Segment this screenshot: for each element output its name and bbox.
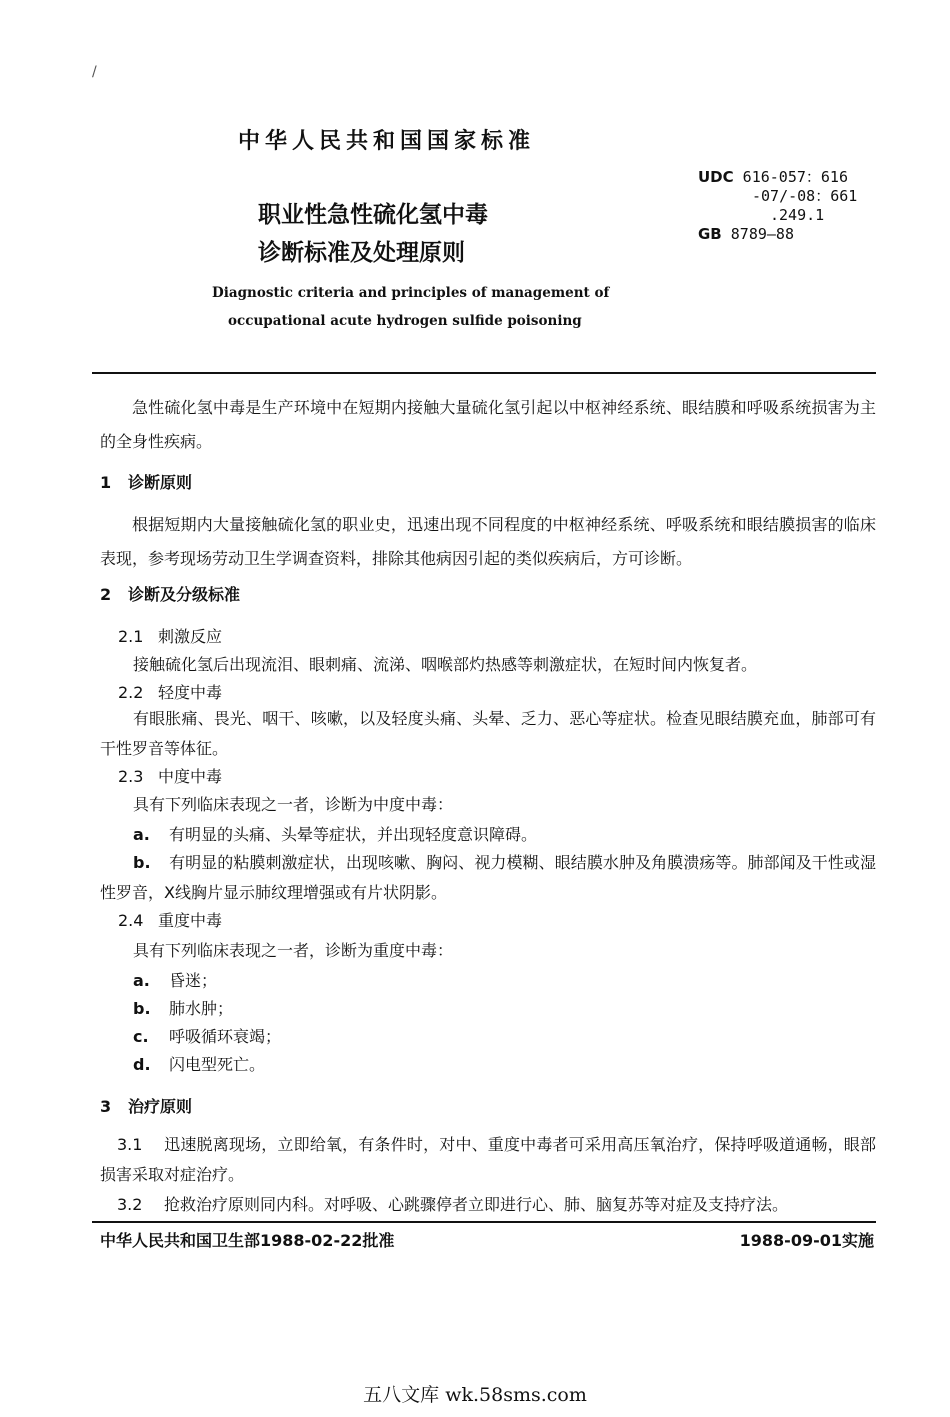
watermark-text: 五八文库 wk.58sms.com: [363, 1384, 587, 1406]
section-3-1-text: 3.1 迅速脱离现场，立即给氧，有条件时，对中、重度中毒者可采用高压氧治疗，保持呼吸道通畅，眼部损害采取对症治疗。: [100, 1135, 876, 1184]
udc-line-2: -07/-08：661: [752, 187, 858, 205]
approval-line: 中华人民共和国卫生部1988-02-22批准: [100, 1231, 395, 1250]
margin-mark: /: [92, 64, 97, 80]
udc-label: UDC: [698, 168, 734, 186]
title-en-line-1: Diagnostic criteria and principles of management of: [212, 285, 610, 301]
udc-line-3: .249.1: [770, 206, 825, 224]
section-2-3-item-a: a. 有明显的头痛、头晕等症状，并出现轻度意识障碍。: [133, 825, 538, 844]
gb-number-line: [698, 225, 857, 244]
header-rule: [92, 372, 876, 374]
footer-rule: [92, 1221, 876, 1223]
section-2-1-heading: 2.1 刺激反应: [118, 627, 223, 646]
title-zh-line-2: 诊断标准及处理原则: [258, 240, 465, 266]
title-en-line-2: occupational acute hydrogen sulfide poisoning: [228, 313, 582, 329]
standard-title: 中华人民共和国国家标准: [238, 129, 536, 154]
section-1-paragraph: 根据短期内大量接触硫化氢的职业史，迅速出现不同程度的中枢神经系统、呼吸系统和眼结膜损害的临床表现，参考现场劳动卫生学调查资料，排除其他病因引起的类似疾病后，方可诊断。: [100, 515, 876, 568]
section-2-2-text: 有眼胀痛、畏光、咽干、咳嗽，以及轻度头痛、头晕、乏力、恶心等症状。检查见眼结膜充血，肺部可有干性罗音等体征。: [100, 709, 876, 758]
section-2-4-item-b: b. 肺水肿；: [133, 999, 234, 1018]
section-3-heading: 3 治疗原则: [100, 1097, 193, 1116]
section-2-3-item-b: b. 有明显的粘膜刺激症状，出现咳嗽、胸闷、视力模糊、眼结膜水肿及角膜溃疡等。肺部闻及干性或湿性罗音，X线胸片显示肺纹理增强或有片状阴影。: [100, 853, 876, 902]
section-2-heading: 2 诊断及分级标准: [100, 585, 241, 604]
section-2-4-heading: 2.4 重度中毒: [118, 911, 223, 930]
gb-number: 8789—88: [730, 225, 794, 243]
title-zh-line-1: 职业性急性硫化氢中毒: [258, 202, 488, 228]
section-2-2-heading: 2.2 轻度中毒: [118, 683, 223, 702]
implementation-date: 1988-09-01实施: [739, 1231, 874, 1250]
section-2-3-heading: 2.3 中度中毒: [118, 767, 223, 786]
intro-paragraph: 急性硫化氢中毒是生产环境中在短期内接触大量硫化氢引起以中枢神经系统、眼结膜和呼吸系统损害为主的全身性疾病。: [100, 398, 876, 451]
section-2-1-text: 接触硫化氢后出现流泪、眼刺痛、流涕、咽喉部灼热感等刺激症状，在短时间内恢复者。: [133, 655, 758, 674]
section-3-2-text: 3.2 抢救治疗原则同内科。对呼吸、心跳骤停者立即进行心、肺、脑复苏等对症及支持疗法。: [117, 1195, 789, 1214]
gb-label: GB: [698, 225, 722, 243]
udc-line-1: UDC 616-057：616: [698, 168, 848, 186]
section-2-4-intro: 具有下列临床表现之一者，诊断为重度中毒：: [133, 941, 454, 960]
section-2-4-item-d: d. 闪电型死亡。: [133, 1055, 266, 1074]
section-2-4-item-c: c. 呼吸循环衰竭；: [133, 1027, 282, 1046]
udc-block: [698, 168, 857, 244]
section-2-3-intro: 具有下列临床表现之一者，诊断为中度中毒：: [133, 795, 454, 814]
section-1-heading: 1 诊断原则: [100, 473, 193, 492]
section-2-4-item-a: a. 昏迷；: [133, 971, 218, 990]
